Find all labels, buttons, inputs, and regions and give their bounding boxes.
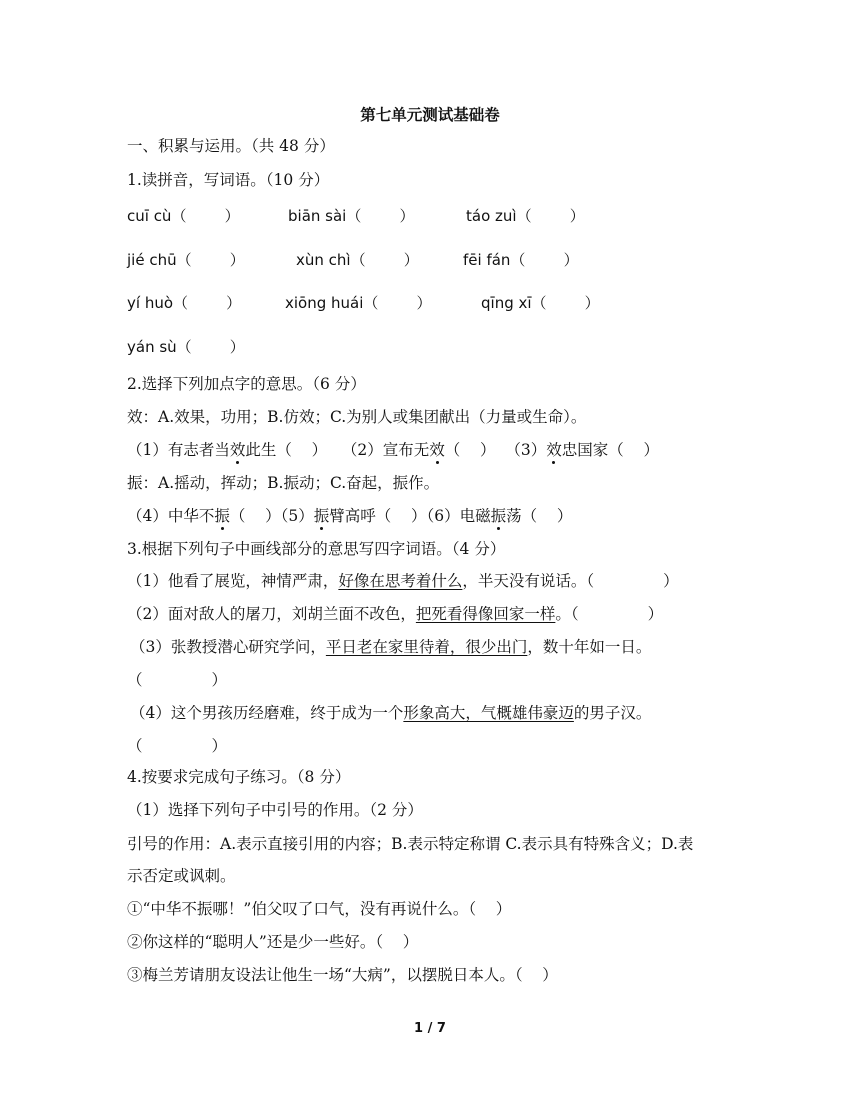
answer-blank: （ ）	[127, 737, 227, 755]
question-4-heading: 4.按要求完成句子练习。（8 分）	[127, 768, 351, 786]
q4-item-2: ②你这样的“聪明人”还是少一些好。（ ）	[127, 933, 419, 951]
question-1-heading: 1.读拼音，写词语。（10 分）	[127, 171, 330, 189]
pinyin-item: qīng xī（ ）	[481, 294, 600, 312]
section-heading: 一、积累与运用。（共 48 分）	[127, 137, 335, 155]
definition-zhen: 振：A.摇动，挥动；B.振动；C.奋起，振作。	[127, 474, 440, 492]
q3-sentence-1: （1）他看了展览，神情严肃，好像在思考着什么，半天没有说话。（ ）	[127, 572, 679, 590]
dotted-char: 振	[490, 507, 507, 525]
pinyin-item: yán sù（ ）	[127, 338, 245, 356]
quote-definition-line-2: 示否定或讽刺。	[127, 867, 236, 885]
pinyin-item: táo zuì（ ）	[466, 207, 585, 225]
dotted-char: 效	[429, 441, 445, 459]
pinyin-item: xùn chì（ ）	[296, 251, 419, 269]
dotted-char: 效	[546, 441, 562, 459]
xiao-items-row: （1）有志者当效此生（ ） （2）宣布无效（ ） （3）效忠国家（ ）	[127, 441, 659, 459]
q3-sentence-3: （3）张教授潜心研究学问，平日老在家里待着，很少出门，数十年如一日。	[130, 638, 652, 656]
page-number: 1 / 7	[414, 1021, 446, 1036]
question-3-heading: 3.根据下列句子中画线部分的意思写四字词语。（4 分）	[127, 540, 506, 558]
page-title: 第七单元测试基础卷	[360, 105, 500, 124]
quote-definition-line-1: 引号的作用：A.表示直接引用的内容；B.表示特定称谓 C.表示具有特殊含义；D.表	[127, 835, 694, 853]
dotted-char: 振	[214, 507, 230, 525]
dotted-char: 效	[229, 441, 246, 459]
underlined-phrase: 平日老在家里待着，很少出门	[325, 638, 528, 656]
pinyin-item: yí huò（ ）	[127, 294, 242, 312]
q3-sentence-4: （4）这个男孩历经磨难，终于成为一个形象高大，气概雄伟豪迈的男子汉。	[130, 704, 652, 722]
zhen-items-row: （4）中华不振（ ）（5）振臂高呼（ ）（6）电磁振荡（ ）	[127, 507, 573, 525]
underlined-phrase: 好像在思考着什么	[338, 572, 463, 590]
pinyin-item: cuī cù（ ）	[127, 207, 240, 225]
underlined-phrase: 形象高大，气概雄伟豪迈	[403, 704, 574, 722]
q3-sentence-2: （2）面对敌人的屠刀，刘胡兰面不改色，把死看得像回家一样。（ ）	[127, 605, 664, 623]
answer-blank: （ ）	[127, 671, 227, 689]
dotted-char: 振	[313, 507, 330, 525]
pinyin-item: fēi fán（ ）	[463, 251, 579, 269]
q4-item-1: ①“中华不振哪！”伯父叹了口气，没有再说什么。（ ）	[127, 900, 512, 918]
pinyin-item: biān sài（ ）	[288, 207, 415, 225]
underlined-phrase: 把死看得像回家一样	[415, 605, 556, 623]
question-2-heading: 2.选择下列加点字的意思。（6 分）	[127, 375, 366, 393]
q4-item-3: ③梅兰芳请朋友设法让他生一场“大病”，以摆脱日本人。（ ）	[127, 966, 558, 984]
pinyin-item: xiōng huái（ ）	[285, 294, 432, 312]
definition-xiao: 效：A.效果，功用；B.仿效；C.为别人或集团献出（力量或生命）。	[127, 408, 587, 426]
q4-subquestion-1: （1）选择下列句子中引号的作用。（2 分）	[127, 801, 423, 819]
pinyin-item: jié chū（ ）	[127, 251, 245, 269]
